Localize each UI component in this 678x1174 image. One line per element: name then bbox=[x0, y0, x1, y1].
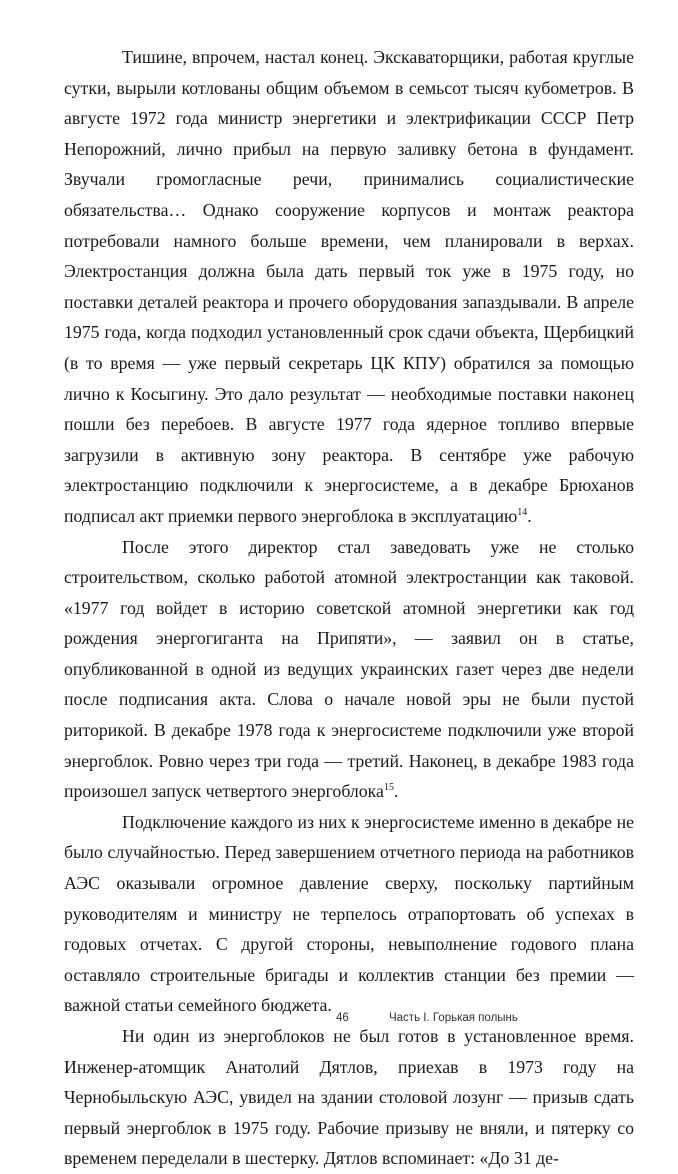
paragraph-4 bbox=[64, 1021, 634, 1174]
paragraph-4-text: Ни один из энергоблоков не был готов в установленное время. Инженер-атомщик Анатолий Дятлов, приехав в 1973 году на Чернобыльскую АЭС, увидел на здании столовой лозунг — призыв сдать первый энергоблок в 1975 году. Рабочие призыву не вняли, и пятерку со временем переделали в шестерку. Дятлов вспоминает: «До 31 де- bbox=[64, 1026, 634, 1169]
paragraph-3 bbox=[64, 807, 634, 1021]
paragraph-3-text: Подключение каждого из них к энергосистеме именно в декабре не было случайностью. Перед завершением отчетного периода на работников АЭС оказывали огромное давление сверху, поскольку партийным руководителям и министру не терпелось отрапортовать об успехах в годовых отчетах. С другой стороны, невыполнение годового плана оставляло строительные бригады и коллектив станции без премии — важной статьи семейного бюджета. bbox=[64, 811, 634, 1016]
footnote-ref-15[interactable]: 15 bbox=[383, 782, 394, 794]
paragraph-2 bbox=[64, 532, 634, 807]
paragraph-1-end: . bbox=[527, 505, 532, 526]
paragraph-2-end: . bbox=[393, 781, 399, 802]
paragraph-2-text: После этого директор стал заведовать уже не столько строительством, сколько работой атомной электростанции как таковой. «1977 год войдет в историю советской атомной энергетики как год рождения энергогиганта на Припяти», — заявил он в статье, опубликованной в одной из ведущих украинских газет через две недели после подписания акта. Слова о начале новой эры не были пустой риторикой. В декабре 1978 года к энергосистеме подключили уже второй энергоблок. Ровно через три года — третий. Наконец, в декабре 1983 года произошел запуск четвертого энергоблока bbox=[64, 536, 634, 802]
paragraph-1 bbox=[64, 42, 634, 532]
paragraph-1-text: Тишине, впрочем, настал конец. Экскаваторщики, работая круглые сутки, вырыли котлованы общим объемом в семьсот тысяч кубометров. В августе 1972 года министр энергетики и электрификации СССР Петр Непорожний, лично прибыл на первую заливку бетона в фундамент. Звучали громогласные речи, принимались социалистические обязательства… Однако сооружение корпусов и монтаж реактора потребовали намного больше времени, чем планировали в верхах. Электростанция должна была дать первый ток уже в 1975 году, но поставки деталей реактора и прочего оборудования запаздывали. В апреле 1975 года, когда подходил установленный срок сдачи объекта, Щербицкий (в то время — уже первый секретарь ЦК КПУ) обратился за помощью лично к Косыгину. Это дало результат — необходимые поставки наконец пошли без перебоев. В августе 1977 года ядерное топливо впервые загрузили в активную зону реактора. В сентябре уже рабочую электростанцию подключили к энергосистеме, а в декабре Брюханов подписал акт приемки первого энергоблока в эксплуатацию bbox=[64, 47, 634, 526]
body-text bbox=[64, 42, 634, 1174]
page-number: 46 bbox=[336, 1012, 349, 1024]
footnote-ref-14[interactable]: 14 bbox=[517, 506, 528, 518]
running-head: Часть I. Горькая полынь bbox=[389, 1012, 518, 1024]
